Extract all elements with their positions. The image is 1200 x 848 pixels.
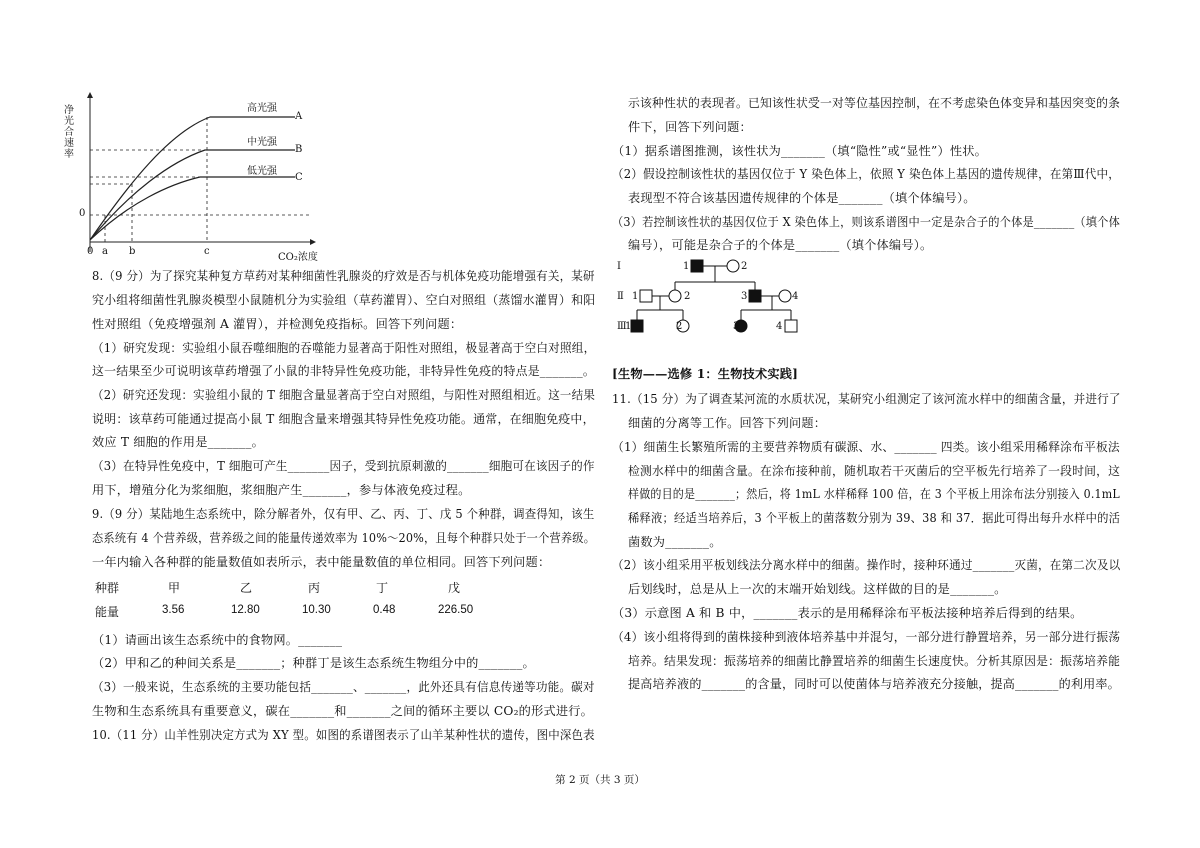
pedigree-III4 xyxy=(785,320,797,332)
q10-line-3: 件下，回答下列问题： xyxy=(628,120,752,134)
q8-line-10: 用下，增殖分化为浆细胞，浆细胞产生_______，参与体液免疫过程。 xyxy=(92,483,471,497)
pedigree-id-II3: 3 xyxy=(741,291,748,302)
q8-line-4: （1）研究发现：实验组小鼠吞噬细胞的吞噬能力显著高于阳性对照组，极显著高于空白对照组， xyxy=(92,341,596,355)
table-energy-5: 226.50 xyxy=(438,604,474,616)
q11-line-8: （2）该小组采用平板划线法分离水样中的细菌。操作时，接种环通过_______灭菌，在第二次及以 xyxy=(612,558,1121,572)
q11-line-6: 稀释液；经适当培养后，3 个平板上的菌落数分别为 39、38 和 37．据此可得出每升水样中的活 xyxy=(628,511,1121,525)
table-header-label: 种群 xyxy=(95,581,120,595)
table-energy-2: 12.80 xyxy=(231,604,260,616)
graph-xtick-b: b xyxy=(129,246,136,257)
q11-line-3: （1）细菌生长繁殖所需的主要营养物质有碳源、水、_______ 四类。该小组采用稀释涂布平板法 xyxy=(612,440,1120,454)
pedigree-id-I1: 1 xyxy=(683,261,690,272)
curve-name-high: 高光强 xyxy=(247,103,277,114)
table-energy-1: 3.56 xyxy=(162,604,185,616)
table-species-3: 丙 xyxy=(308,581,321,595)
graph-xtick-a: a xyxy=(102,246,108,257)
table-species-4: 丁 xyxy=(376,581,389,595)
q11-line-2: 细菌的分离等工作。回答下列问题： xyxy=(628,416,827,430)
q10-line-4: （1）据系谱图推测，该性状为_______（填“隐性”或“显性”）性状。 xyxy=(612,144,988,158)
table-energy-4: 0.48 xyxy=(373,604,396,616)
q10-line-7: （3）若控制该性状的基因仅位于 X 染色体上，则该系谱图中一定是杂合子的个体是_______（填个体 xyxy=(612,215,1120,229)
pedigree-id-II1: 1 xyxy=(632,291,639,302)
q10-line-2: 示该种性状的表现者。已知该性状受一对等位基因控制，在不考虑染色体变异和基因突变的条 xyxy=(628,96,1121,110)
q8-line-7: 说明：该草药可能通过提高小鼠 T 细胞含量来增强其特异性免疫功能。通常，在细胞免疫中， xyxy=(92,412,595,426)
q9b-line-2: （2）甲和乙的种间关系是_______；种群丁是该生态系统生物组分中的_______。 xyxy=(92,656,535,670)
q9b-line-1: （1）请画出该生态系统中的食物网。_______ xyxy=(92,633,343,647)
pedigree-II3 xyxy=(749,290,761,302)
curve-name-low: 低光强 xyxy=(247,166,277,177)
q9-line-2: 态系统有 4 个营养级，营养级之间的能量传递效率为 10%～20%，且每个种群只处于一个营养级。 xyxy=(92,531,596,545)
curve-tag-c: C xyxy=(295,172,303,183)
pedigree-id-III4: 4 xyxy=(776,321,783,332)
pedigree-id-I2: 2 xyxy=(741,261,748,272)
q10-line-8: 编号），可能是杂合子的个体是_______（填个体编号）。 xyxy=(628,238,933,252)
pedigree-id-III1: 1 xyxy=(625,321,632,332)
pedigree-I1 xyxy=(691,260,703,272)
pedigree-gen-3: Ⅲ xyxy=(617,321,627,332)
q8-line-1: 8.（9 分）为了探究某种复方草药对某种细菌性乳腺炎的疗效是否与机体免疫功能增强有关，某研 xyxy=(92,269,595,283)
table-species-1: 甲 xyxy=(168,581,181,595)
pedigree-III1 xyxy=(631,320,643,332)
pedigree-id-III2: 2 xyxy=(676,321,683,332)
q11-line-1: 11.（15 分）为了调查某河流的水质状况，某研究小组测定了该河流水样中的细菌含量，并进行了 xyxy=(612,392,1121,406)
curve-tag-b: B xyxy=(295,144,303,155)
curve-tag-a: A xyxy=(295,111,303,122)
table-species-5: 戊 xyxy=(448,581,461,595)
q10-line-1: 10.（11 分）山羊性别决定方式为 XY 型。如图的系谱图表示了山羊某种性状的遗传，图中深色表 xyxy=(92,728,595,742)
q8-line-5: 这一结果至少可说明该草药增强了小鼠的非特异性免疫功能，非特异性免疫的特点是_______。 xyxy=(92,364,595,378)
q11-line-11: （4）该小组将得到的菌株接种到液体培养基中并混匀，一部分进行静置培养，另一部分进行振荡 xyxy=(612,630,1121,644)
section-heading: [生物——选修 1：生物技术实践] xyxy=(612,367,799,381)
graph-xlabel: CO₂浓度 xyxy=(278,252,318,263)
graph-xtick-c: c xyxy=(204,246,210,257)
graph-y-zero: 0 xyxy=(79,208,86,219)
page-footer: 第 2 页（共 3 页） xyxy=(555,774,645,786)
q9-line-1: 9.（9 分）某陆地生态系统中，除分解者外，仅有甲、乙、丙、丁、戊 5 个种群，调查得知，该生 xyxy=(92,507,595,521)
curve-low xyxy=(90,177,295,240)
q8-line-9: （3）在特异性免疫中，T 细胞可产生_______因子，受到抗原刺激的_______细胞可在该因子的作 xyxy=(92,459,595,473)
pedigree-gen-2: Ⅱ xyxy=(617,291,624,302)
table-energy-3: 10.30 xyxy=(302,604,331,616)
pedigree-II4 xyxy=(779,290,791,302)
q9b-line-3: （3）一般来说，生态系统的主要功能包括_______、_______，此外还具有信息传递等功能。碳对 xyxy=(92,680,595,694)
pedigree-I2 xyxy=(727,260,739,272)
table-species-2: 乙 xyxy=(240,581,253,595)
q11-line-13: 提高培养液的_______的含量，同时可以使菌体与培养液充分接触，提高_______的利用率。 xyxy=(628,677,1120,691)
q11-line-12: 培养。结果发现：振荡培养的细菌比静置培养的细菌生长速度快。分析其原因是：振荡培养能 xyxy=(628,654,1121,668)
q11-line-4: 检测水样中的细菌含量。在涂布接种前，随机取若干灭菌后的空平板先行培养了一段时间，这 xyxy=(628,464,1121,478)
q8-line-8: 效应 T 细胞的作用是_______。 xyxy=(92,435,265,449)
pedigree-id-II4: 4 xyxy=(792,291,799,302)
graph-origin: 0 xyxy=(87,246,94,257)
pedigree-gen-1: Ⅰ xyxy=(617,261,621,272)
q9b-line-4: 生物和生态系统具有重要意义，碳在_______和_______之间的循环主要以 CO₂的形式进行。 xyxy=(92,704,594,718)
photosynthesis-graph xyxy=(60,92,320,262)
q9-line-3: 一年内输入各种群的能量数值如表所示，表中能量数值的单位相同。回答下列问题： xyxy=(92,555,551,569)
pedigree-II2 xyxy=(669,290,681,302)
q8-line-6: （2）研究还发现：实验组小鼠的 T 细胞含量显著高于空白对照组，与阳性对照组相近。这一结果 xyxy=(92,388,596,402)
pedigree-id-III3: 3 xyxy=(733,321,740,332)
q11-line-10: （3）示意图 A 和 B 中，_______表示的是用稀释涂布平板法接种培养后得到的结果。 xyxy=(612,606,1083,620)
q11-line-9: 后划线时，总是从上一次的末端开始划线。这样做的目的是_______。 xyxy=(628,582,1007,596)
q10-line-5: （2）假设控制该性状的基因仅位于 Y 染色体上，依照 Y 染色体上基因的遗传规律，在第Ⅲ代中， xyxy=(612,167,1120,181)
pedigree-chart xyxy=(615,258,815,338)
graph-ylabel: 净光合速率 xyxy=(64,105,74,160)
q10-line-6: 表现型不符合该基因遗传规律的个体是_______（填个体编号）。 xyxy=(628,191,976,205)
q11-line-7: 菌数为_______。 xyxy=(628,535,722,549)
q11-line-5: 样做的目的是_______；然后，将 1mL 水样稀释 100 倍，在 3 个平板上用涂布法分别接入 0.1mL xyxy=(628,487,1120,501)
q8-line-2: 究小组将细菌性乳腺炎模型小鼠随机分为实验组（草药灌胃）、空白对照组（蒸馏水灌胃）和阳 xyxy=(92,293,596,307)
pedigree-II1 xyxy=(640,290,652,302)
table-row-label: 能量 xyxy=(95,605,120,619)
pedigree-id-II2: 2 xyxy=(684,291,691,302)
q8-line-3: 性对照组（免疫增强剂 A 灌胃），并检测免疫指标。回答下列问题： xyxy=(92,317,463,331)
curve-name-mid: 中光强 xyxy=(247,137,277,148)
